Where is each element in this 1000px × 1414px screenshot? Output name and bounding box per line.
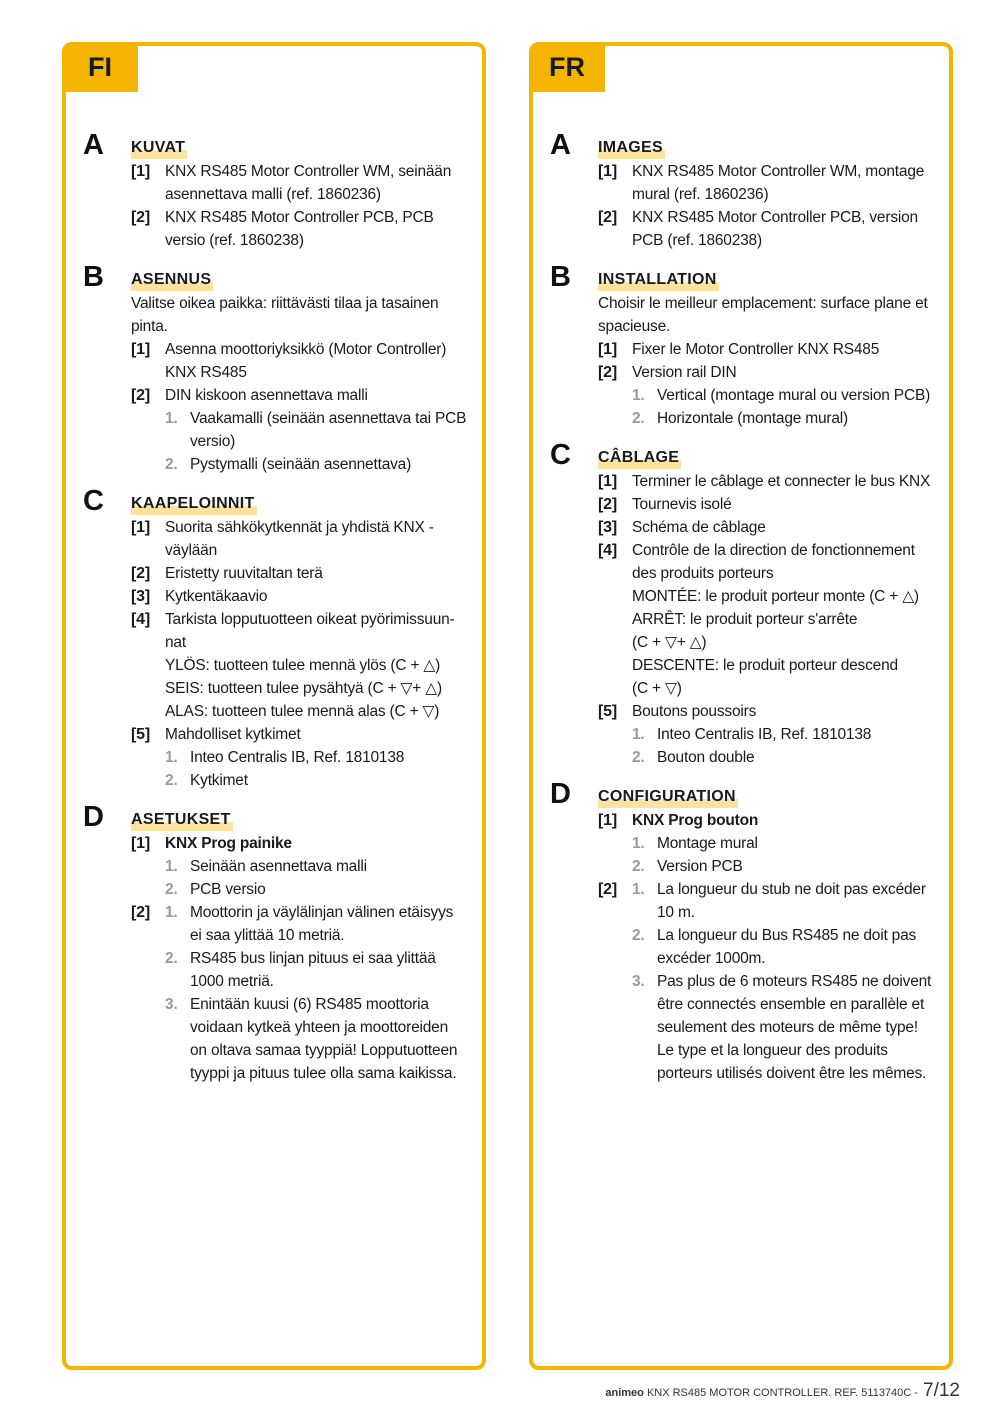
section-a-fi [81, 129, 468, 252]
sub-number: 2. [165, 456, 178, 473]
list-item [131, 160, 468, 206]
item-text: KNX RS485 Motor Controller PCB, PCB versio (ref. 1860238) [165, 209, 434, 249]
sub-text: Vaakamalli (seinään asennettava tai PCB versio) [190, 410, 467, 450]
section-c-fi [81, 485, 468, 792]
item-number: [1] [598, 812, 617, 829]
sub-number: 2. [165, 772, 178, 789]
panel-french [529, 42, 953, 1370]
list-item [131, 562, 468, 585]
sub-item [632, 970, 935, 1085]
sub-number: 2. [165, 881, 178, 898]
list-item [598, 878, 935, 1085]
item-text: KNX RS485 Motor Controller PCB, version PCB (ref. 1860238) [632, 209, 918, 249]
panel-finnish [62, 42, 486, 1370]
section-letter: C [550, 439, 571, 471]
sub-item [632, 878, 935, 924]
page-number: 7/12 [923, 1380, 960, 1401]
sub-number: 2. [632, 749, 645, 766]
direction-line: ARRÊT: le produit porteur s'arrête [632, 611, 858, 628]
sub-text: Vertical (montage mural ou version PCB) [657, 387, 931, 404]
list-item [598, 539, 935, 585]
item-text: Tournevis isolé [632, 496, 732, 513]
sub-number: 2. [165, 950, 178, 967]
sub-number: 2. [632, 858, 645, 875]
sub-text: La longueur du stub ne doit pas excéder 10 m. [657, 881, 926, 921]
item-number: [3] [131, 588, 150, 605]
direction-line: SEIS: tuotteen tulee pysähtyä (C + ▽+ △) [165, 680, 442, 697]
direction-line: YLÖS: tuotteen tulee mennä ylös (C + △) [165, 657, 441, 674]
sub-number: 2. [632, 927, 645, 944]
list-item [598, 361, 935, 384]
sub-number: 1. [165, 749, 178, 766]
section-letter: B [550, 261, 571, 293]
section-b-fr [548, 261, 935, 430]
sub-text: RS485 bus linjan pituus ei saa ylittää 1000 metriä. [190, 950, 436, 990]
sub-item [598, 407, 935, 430]
section-a-fr [548, 129, 935, 252]
item-number: [5] [131, 726, 150, 743]
list-item [131, 901, 468, 1085]
item-text: KNX RS485 Motor Controller WM, montage mural (ref. 1860236) [632, 163, 925, 203]
sub-text: Inteo Centralis IB, Ref. 1810138 [190, 749, 405, 766]
item-text: Version rail DIN [632, 364, 737, 381]
sub-text: La longueur du Bus RS485 ne doit pas excéder 1000m. [657, 927, 917, 967]
list-item [598, 206, 935, 252]
section-title: CÂBLAGE [598, 446, 681, 469]
item-text: KNX RS485 Motor Controller WM, seinään asennettava malli (ref. 1860236) [165, 163, 452, 203]
list-item [131, 206, 468, 252]
sub-text: Moottorin ja väylälinjan välinen etäisyys ei saa ylittää 10 metriä. [190, 904, 454, 944]
item-number: [1] [131, 341, 150, 358]
list-item [598, 338, 935, 361]
sub-number: 3. [632, 973, 645, 990]
item-number: [2] [598, 496, 617, 513]
item-text: Mahdolliset kytkimet [165, 726, 301, 743]
item-number: [1] [598, 163, 617, 180]
item-number: [2] [598, 209, 617, 226]
list-item [598, 700, 935, 723]
item-text: Contrôle de la direction de fonctionnement des produits porteurs [632, 542, 915, 582]
sub-item [598, 855, 935, 878]
item-text: KNX Prog painike [165, 835, 292, 852]
sub-text: Inteo Centralis IB, Ref. 1810138 [657, 726, 872, 743]
sub-item [131, 407, 468, 453]
sub-text: Version PCB [657, 858, 743, 875]
item-text: Suorita sähkökytkennät ja yhdistä KNX -väylään [165, 519, 434, 559]
item-text: Fixer le Motor Controller KNX RS485 [632, 341, 880, 358]
sub-item [165, 901, 468, 947]
sub-number: 1. [632, 387, 645, 404]
direction-line: (C + ▽) [632, 680, 682, 697]
item-number: [4] [131, 611, 150, 628]
content-fi [81, 129, 468, 1101]
item-number: [2] [131, 565, 150, 582]
page-footer [605, 1380, 960, 1402]
item-text: Eristetty ruuvitaltan terä [165, 565, 323, 582]
item-number: [1] [131, 835, 150, 852]
item-number: [4] [598, 542, 617, 559]
item-number: [5] [598, 703, 617, 720]
sub-item [598, 723, 935, 746]
sub-item [131, 855, 468, 878]
direction-line: ALAS: tuotteen tulee mennä alas (C + ▽) [165, 703, 440, 720]
section-letter: A [83, 129, 104, 161]
item-number: [3] [598, 519, 617, 536]
item-text: Terminer le câblage et connecter le bus KNX [632, 473, 931, 490]
list-item [598, 516, 935, 539]
language-tab-fi: FI [62, 42, 138, 92]
sub-text: Kytkimet [190, 772, 248, 789]
sub-item [598, 746, 935, 769]
item-text: Tarkista lopputuotteen oikeat pyörimissuun-nat [165, 611, 455, 651]
sub-item [598, 832, 935, 855]
direction-line: MONTÉE: le produit porteur monte (C + △) [632, 588, 919, 605]
sub-item [632, 924, 935, 970]
list-item [131, 832, 468, 855]
content-fr [548, 129, 935, 1101]
item-number: [2] [131, 209, 150, 226]
item-number: [2] [131, 904, 150, 921]
section-letter: D [550, 778, 571, 810]
section-title: KUVAT [131, 136, 187, 159]
sub-number: 1. [632, 835, 645, 852]
section-title: IMAGES [598, 136, 665, 159]
item-number: [2] [598, 364, 617, 381]
section-title: ASENNUS [131, 268, 213, 291]
section-intro: Valitse oikea paikka: riittävästi tilaa ja tasainen pinta. [131, 295, 439, 335]
section-b-fi [81, 261, 468, 476]
direction-line: DESCENTE: le produit porteur descend [632, 657, 898, 674]
list-item [598, 809, 935, 832]
sub-text: Pystymalli (seinään asennettava) [190, 456, 412, 473]
sub-number: 2. [632, 410, 645, 427]
section-letter: D [83, 801, 104, 833]
item-text: KNX Prog bouton [632, 812, 759, 829]
sub-text: Pas plus de 6 moteurs RS485 ne doivent être connectés ensemble en parallèle et seulement des moteurs de même type! Le type et la longueur des produits porteurs utilisés doivent être les mêmes. [657, 973, 932, 1082]
section-d-fi [81, 801, 468, 1085]
list-item [598, 493, 935, 516]
item-text: Schéma de câblage [632, 519, 766, 536]
section-title: KAAPELOINNIT [131, 492, 257, 515]
item-text: Asenna moottoriyksikkö (Motor Controller) KNX RS485 [165, 341, 447, 381]
direction-line: (C + ▽+ △) [632, 634, 707, 651]
item-text: DIN kiskoon asennettava malli [165, 387, 368, 404]
item-number: [1] [598, 473, 617, 490]
sub-item [131, 453, 468, 476]
item-number: [2] [598, 881, 617, 898]
item-number: [1] [131, 163, 150, 180]
sub-number: 1. [165, 904, 178, 921]
item-text: Kytkentäkaavio [165, 588, 268, 605]
sub-text: Seinään asennettava malli [190, 858, 367, 875]
list-item [598, 470, 935, 493]
section-title: CONFIGURATION [598, 785, 738, 808]
sub-text: Montage mural [657, 835, 758, 852]
item-number: [2] [131, 387, 150, 404]
list-item [598, 160, 935, 206]
sub-number: 1. [165, 858, 178, 875]
sub-item [131, 769, 468, 792]
sub-text: PCB versio [190, 881, 266, 898]
list-item [131, 608, 468, 654]
sub-item [165, 993, 468, 1085]
sub-text: Horizontale (montage mural) [657, 410, 849, 427]
list-item [131, 516, 468, 562]
section-letter: A [550, 129, 571, 161]
language-tab-fr: FR [529, 42, 605, 92]
sub-item [165, 947, 468, 993]
item-text: Boutons poussoirs [632, 703, 757, 720]
section-title: ASETUKSET [131, 808, 233, 831]
section-letter: C [83, 485, 104, 517]
sub-number: 1. [165, 410, 178, 427]
sub-item [131, 746, 468, 769]
item-number: [1] [598, 341, 617, 358]
sub-text: Enintään kuusi (6) RS485 moottoria voidaan kytkeä yhteen ja moottoreiden on oltava samaa tyyppiä! Lopputuotteen tyyppi ja pituus tulee olla sama kaikissa. [190, 996, 458, 1082]
sub-number: 1. [632, 881, 645, 898]
section-intro: Choisir le meilleur emplacement: surface plane et spacieuse. [598, 295, 928, 335]
section-c-fr [548, 439, 935, 769]
section-d-fr [548, 778, 935, 1085]
sub-item [598, 384, 935, 407]
list-item [131, 338, 468, 384]
sub-number: 3. [165, 996, 178, 1013]
item-number: [1] [131, 519, 150, 536]
section-title: INSTALLATION [598, 268, 719, 291]
list-item [131, 723, 468, 746]
list-item [131, 585, 468, 608]
sub-item [131, 878, 468, 901]
section-letter: B [83, 261, 104, 293]
footer-brand: animeo [605, 1387, 644, 1399]
sub-text: Bouton double [657, 749, 755, 766]
footer-text: KNX RS485 MOTOR CONTROLLER. REF. 5113740C - [646, 1387, 918, 1399]
sub-number: 1. [632, 726, 645, 743]
list-item [131, 384, 468, 407]
